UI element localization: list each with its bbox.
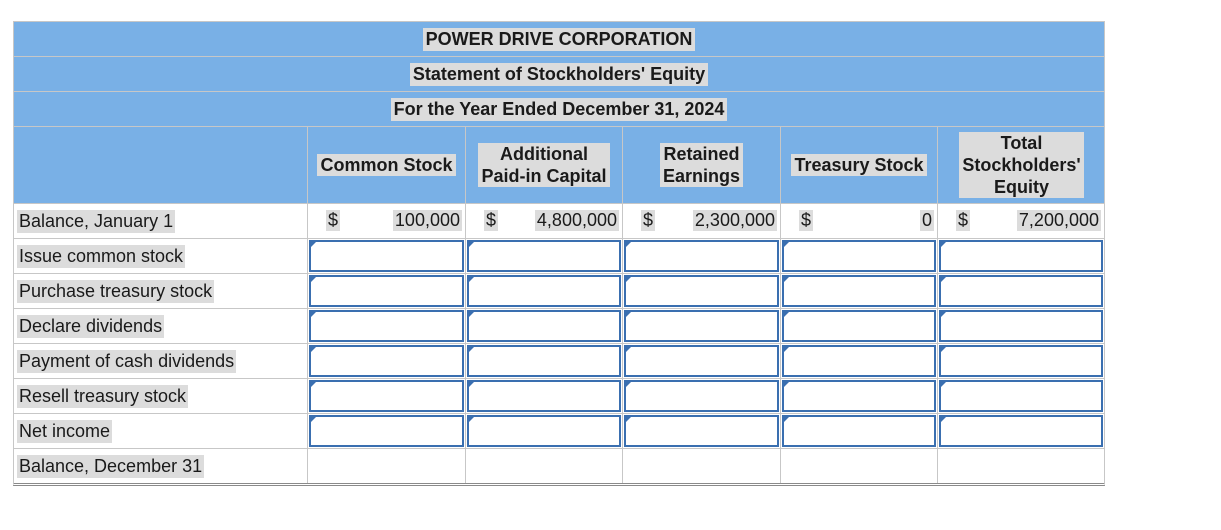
statement-title: Statement of Stockholders' Equity bbox=[410, 63, 708, 86]
input-marker-icon bbox=[309, 415, 318, 424]
input-marker-icon bbox=[782, 345, 791, 354]
input-box[interactable] bbox=[939, 415, 1103, 447]
input-treasury-stock[interactable] bbox=[780, 274, 937, 308]
table-row bbox=[13, 273, 1105, 308]
input-marker-icon bbox=[939, 240, 948, 249]
input-box[interactable] bbox=[939, 240, 1103, 272]
input-box[interactable] bbox=[782, 310, 936, 342]
input-marker-icon bbox=[624, 415, 633, 424]
input-box[interactable] bbox=[467, 275, 621, 307]
input-common-stock[interactable] bbox=[307, 414, 465, 448]
row-label: Purchase treasury stock bbox=[19, 280, 213, 301]
input-box[interactable] bbox=[939, 345, 1103, 377]
input-marker-icon bbox=[467, 345, 476, 354]
value-total-equity: 7,200,000 bbox=[1018, 210, 1099, 230]
value-common-stock: 100,000 bbox=[394, 210, 460, 230]
input-marker-icon bbox=[782, 310, 791, 319]
input-marker-icon bbox=[467, 240, 476, 249]
title-band bbox=[13, 56, 1105, 91]
input-box[interactable] bbox=[782, 380, 936, 412]
input-marker-icon bbox=[467, 380, 476, 389]
table-row bbox=[13, 308, 1105, 343]
header-treasury-stock: Treasury Stock bbox=[781, 127, 937, 203]
input-treasury-stock[interactable] bbox=[780, 379, 937, 413]
input-marker-icon bbox=[939, 310, 948, 319]
input-common-stock[interactable] bbox=[307, 344, 465, 378]
input-marker-icon bbox=[624, 345, 633, 354]
input-marker-icon bbox=[309, 310, 318, 319]
row-label: Net income bbox=[19, 420, 111, 441]
header-retained-earnings: Retained Earnings bbox=[623, 127, 780, 203]
input-box[interactable] bbox=[624, 310, 779, 342]
input-box[interactable] bbox=[467, 240, 621, 272]
row-label: Balance, December 31 bbox=[19, 455, 203, 476]
row-label: Balance, January 1 bbox=[19, 210, 174, 231]
input-box[interactable] bbox=[309, 380, 464, 412]
input-box[interactable] bbox=[939, 275, 1103, 307]
input-common-stock[interactable] bbox=[307, 239, 465, 273]
input-additional-paid-in-capital[interactable] bbox=[465, 414, 622, 448]
input-marker-icon bbox=[782, 275, 791, 284]
input-marker-icon bbox=[309, 345, 318, 354]
input-retained-earnings[interactable] bbox=[622, 344, 780, 378]
header-total-stockholders-equity: Total Stockholders' Equity bbox=[938, 127, 1105, 203]
header-additional-paid-in-capital: Additional Paid-in Capital bbox=[466, 127, 622, 203]
input-box[interactable] bbox=[624, 240, 779, 272]
input-marker-icon bbox=[309, 380, 318, 389]
row-label: Payment of cash dividends bbox=[19, 350, 235, 371]
input-box[interactable] bbox=[782, 275, 936, 307]
currency-symbol: $ bbox=[328, 210, 339, 230]
input-box[interactable] bbox=[467, 380, 621, 412]
equity-statement bbox=[13, 21, 1105, 486]
input-total-equity[interactable] bbox=[937, 344, 1104, 378]
table-row bbox=[13, 343, 1105, 378]
company-name: POWER DRIVE CORPORATION bbox=[423, 28, 696, 51]
row-label: Issue common stock bbox=[19, 245, 184, 266]
input-box[interactable] bbox=[467, 310, 621, 342]
table-row-balance-jan1 bbox=[13, 203, 1105, 238]
row-label: Declare dividends bbox=[19, 315, 163, 336]
currency-symbol: $ bbox=[486, 210, 497, 230]
row-label: Resell treasury stock bbox=[19, 385, 187, 406]
input-box[interactable] bbox=[624, 380, 779, 412]
input-retained-earnings[interactable] bbox=[622, 239, 780, 273]
input-box[interactable] bbox=[309, 310, 464, 342]
total-cell bbox=[622, 449, 780, 483]
input-total-equity[interactable] bbox=[937, 274, 1104, 308]
value-additional-paid-in-capital: 4,800,000 bbox=[536, 210, 617, 230]
input-common-stock[interactable] bbox=[307, 379, 465, 413]
input-total-equity[interactable] bbox=[937, 309, 1104, 343]
column-header-row bbox=[13, 126, 1105, 203]
input-box[interactable] bbox=[782, 240, 936, 272]
input-retained-earnings[interactable] bbox=[622, 309, 780, 343]
currency-symbol: $ bbox=[643, 210, 654, 230]
input-box[interactable] bbox=[939, 380, 1103, 412]
input-marker-icon bbox=[782, 380, 791, 389]
input-additional-paid-in-capital[interactable] bbox=[465, 344, 622, 378]
input-box[interactable] bbox=[309, 415, 464, 447]
input-marker-icon bbox=[782, 240, 791, 249]
input-marker-icon bbox=[309, 275, 318, 284]
input-treasury-stock[interactable] bbox=[780, 239, 937, 273]
total-cell bbox=[780, 449, 937, 483]
total-cell bbox=[307, 449, 465, 483]
input-box[interactable] bbox=[309, 345, 464, 377]
company-band bbox=[13, 21, 1105, 56]
input-retained-earnings[interactable] bbox=[622, 274, 780, 308]
table-row bbox=[13, 378, 1105, 413]
input-common-stock[interactable] bbox=[307, 274, 465, 308]
input-marker-icon bbox=[624, 310, 633, 319]
input-additional-paid-in-capital[interactable] bbox=[465, 239, 622, 273]
table-row bbox=[13, 413, 1105, 448]
input-treasury-stock[interactable] bbox=[780, 309, 937, 343]
input-treasury-stock[interactable] bbox=[780, 344, 937, 378]
input-box[interactable] bbox=[309, 275, 464, 307]
total-cell bbox=[465, 449, 622, 483]
input-marker-icon bbox=[467, 415, 476, 424]
period-band bbox=[13, 91, 1105, 126]
total-cell bbox=[937, 449, 1104, 483]
value-treasury-stock: 0 bbox=[921, 210, 932, 230]
value-retained-earnings: 2,300,000 bbox=[694, 210, 775, 230]
input-marker-icon bbox=[624, 240, 633, 249]
input-marker-icon bbox=[309, 240, 318, 249]
header-common-stock: Common Stock bbox=[308, 127, 465, 203]
input-common-stock[interactable] bbox=[307, 309, 465, 343]
input-box[interactable] bbox=[467, 415, 621, 447]
input-box[interactable] bbox=[782, 345, 936, 377]
input-marker-icon bbox=[467, 275, 476, 284]
input-box[interactable] bbox=[467, 345, 621, 377]
input-marker-icon bbox=[939, 275, 948, 284]
input-marker-icon bbox=[939, 415, 948, 424]
input-marker-icon bbox=[939, 345, 948, 354]
statement-period: For the Year Ended December 31, 2024 bbox=[391, 98, 728, 121]
currency-symbol: $ bbox=[958, 210, 969, 230]
input-marker-icon bbox=[467, 310, 476, 319]
input-box[interactable] bbox=[939, 310, 1103, 342]
input-retained-earnings[interactable] bbox=[622, 379, 780, 413]
input-treasury-stock[interactable] bbox=[780, 414, 937, 448]
input-additional-paid-in-capital[interactable] bbox=[465, 274, 622, 308]
input-marker-icon bbox=[624, 380, 633, 389]
input-box[interactable] bbox=[624, 275, 779, 307]
input-box[interactable] bbox=[782, 415, 936, 447]
table-row-balance-dec31 bbox=[13, 448, 1105, 486]
currency-symbol: $ bbox=[801, 210, 812, 230]
input-total-equity[interactable] bbox=[937, 379, 1104, 413]
input-additional-paid-in-capital[interactable] bbox=[465, 309, 622, 343]
input-marker-icon bbox=[624, 275, 633, 284]
input-box[interactable] bbox=[624, 415, 779, 447]
input-retained-earnings[interactable] bbox=[622, 414, 780, 448]
input-box[interactable] bbox=[624, 345, 779, 377]
input-marker-icon bbox=[939, 380, 948, 389]
input-total-equity[interactable] bbox=[937, 414, 1104, 448]
input-box[interactable] bbox=[309, 240, 464, 272]
table-row bbox=[13, 238, 1105, 273]
input-additional-paid-in-capital[interactable] bbox=[465, 379, 622, 413]
input-total-equity[interactable] bbox=[937, 239, 1104, 273]
input-marker-icon bbox=[782, 415, 791, 424]
